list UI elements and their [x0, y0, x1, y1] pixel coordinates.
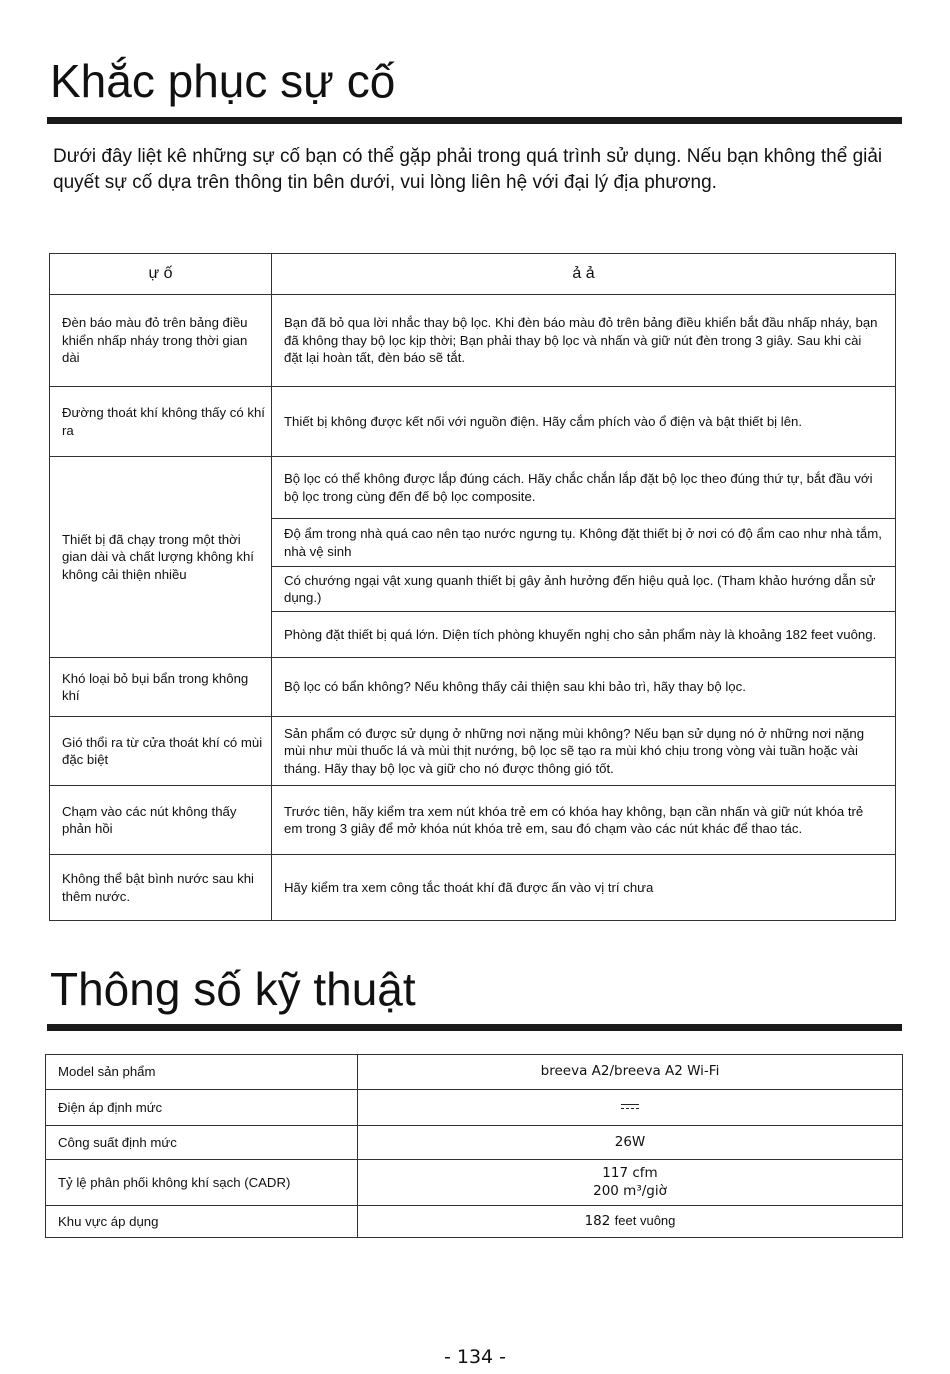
spec-value: breeva A2/breeva A2 Wi-Fi — [358, 1055, 903, 1090]
table-row — [50, 855, 896, 921]
spec-value-line: 200 m³/giờ — [593, 1182, 667, 1199]
spec-label: Công suất định mức — [46, 1126, 358, 1160]
spec-label: Khu vực áp dụng — [46, 1206, 358, 1238]
solution-cell: Trước tiên, hãy kiểm tra xem nút khóa trẻ em có khóa hay không, bạn cần nhấn và giữ nút khóa trẻ em trong 3 giây để mở khóa nút khóa trẻ em, sau đó chạm vào các nút khác để thao tác. — [272, 786, 896, 855]
solution-cell: Phòng đặt thiết bị quá lớn. Diện tích phòng khuyến nghị cho sản phẩm này là khoảng 182 feet vuông. — [272, 612, 896, 658]
table-row — [50, 658, 896, 717]
specs-table — [45, 1054, 903, 1238]
spec-value-line: 117 cfm — [602, 1165, 658, 1181]
solution-cell: Bộ lọc có bẩn không? Nếu không thấy cải thiện sau khi bảo trì, hãy thay bộ lọc. — [272, 658, 896, 717]
problem-cell: Khó loại bỏ bụi bẩn trong không khí — [50, 658, 272, 717]
table-row — [46, 1055, 903, 1090]
table-row — [46, 1126, 903, 1160]
header-problem: ự ố — [50, 254, 272, 295]
problem-cell: Không thể bật bình nước sau khi thêm nước. — [50, 855, 272, 921]
spec-label: Model sản phẩm — [46, 1055, 358, 1090]
table-row — [46, 1090, 903, 1126]
problem-cell: Đường thoát khí không thấy có khí ra — [50, 387, 272, 457]
solution-cell: Sản phẩm có được sử dụng ở những nơi nặng mùi không? Nếu bạn sử dụng nó ở những nơi nặng mùi như mùi thuốc lá và mùi thịt nướng, bộ lọc sẽ tạo ra mùi khó chịu trong vòng vài tuần hoặc vài tháng. Hãy thay bộ lọc và giữ cho nó được thông gió tốt. — [272, 717, 896, 786]
spec-value-unit: feet vuông — [614, 1213, 676, 1229]
solution-cell: Có chướng ngại vật xung quanh thiết bị gây ảnh hưởng đến hiệu quả lọc. (Tham khảo hướng dẫn sử dụng.) — [272, 567, 896, 612]
table-row — [50, 457, 896, 519]
spec-label: Tỷ lệ phân phối không khí sạch (CADR) — [46, 1160, 358, 1206]
table-row — [50, 387, 896, 457]
table-row — [50, 717, 896, 786]
spec-label: Điện áp định mức — [46, 1090, 358, 1126]
spec-value — [358, 1206, 903, 1238]
problem-cell: Chạm vào các nút không thấy phản hồi — [50, 786, 272, 855]
specs-title: Thông số kỹ thuật — [50, 963, 416, 1015]
problem-cell: Gió thổi ra từ cửa thoát khí có mùi đặc biệt — [50, 717, 272, 786]
table-header-row — [50, 254, 896, 295]
spec-value-number: 182 — [584, 1213, 611, 1230]
troubleshooting-table — [49, 253, 896, 921]
problem-cell: Thiết bị đã chạy trong một thời gian dài và chất lượng không khí không cải thiện nhiều — [50, 457, 272, 658]
intro-text: Dưới đây liệt kê những sự cố bạn có thể gặp phải trong quá trình sử dụng. Nếu bạn không thể giải quyết sự cố dựa trên thông tin bên dưới, vui lòng liên hệ với đại lý địa phương. — [53, 146, 883, 193]
table-row — [46, 1160, 903, 1206]
table-row — [46, 1206, 903, 1238]
solution-cell: Bạn đã bỏ qua lời nhắc thay bộ lọc. Khi đèn báo màu đỏ trên bảng điều khiển bắt đầu nhấp nháy, bạn đã không thay bộ lọc kịp thời; Bạn phải thay bộ lọc và nhấn và giữ nút đèn trong 3 giây. Sau khi cài đặt lại hoàn tất, đèn báo sẽ tắt. — [272, 295, 896, 387]
table-row — [50, 295, 896, 387]
troubleshooting-title: Khắc phục sự cố — [50, 55, 396, 107]
solution-cell: Hãy kiểm tra xem công tắc thoát khí đã được ấn vào vị trí chưa — [272, 855, 896, 921]
page-number: - 134 - — [443, 1346, 507, 1368]
solution-cell: Độ ẩm trong nhà quá cao nên tạo nước ngưng tụ. Không đặt thiết bị ở nơi có độ ẩm cao như nhà tắm, nhà vệ sinh — [272, 519, 896, 567]
solution-cell: Thiết bị không được kết nối với nguồn điện. Hãy cắm phích vào ổ điện và bật thiết bị lên. — [272, 387, 896, 457]
spec-value — [358, 1090, 903, 1126]
problem-cell: Đèn báo màu đỏ trên bảng điều khiển nhấp nháy trong thời gian dài — [50, 295, 272, 387]
header-solution: ả ả — [272, 254, 896, 295]
title-rule — [47, 1024, 902, 1031]
solution-cell: Bộ lọc có thể không được lắp đúng cách. Hãy chắc chắn lắp đặt bộ lọc theo đúng thứ tự, bắt đầu với bộ lọc trong cùng đến đế bộ lọc composite. — [272, 457, 896, 519]
title-rule — [47, 117, 902, 124]
table-row — [50, 786, 896, 855]
spec-value: 26W — [358, 1126, 903, 1160]
dc-voltage-icon — [621, 1103, 639, 1111]
spec-value — [358, 1160, 903, 1206]
